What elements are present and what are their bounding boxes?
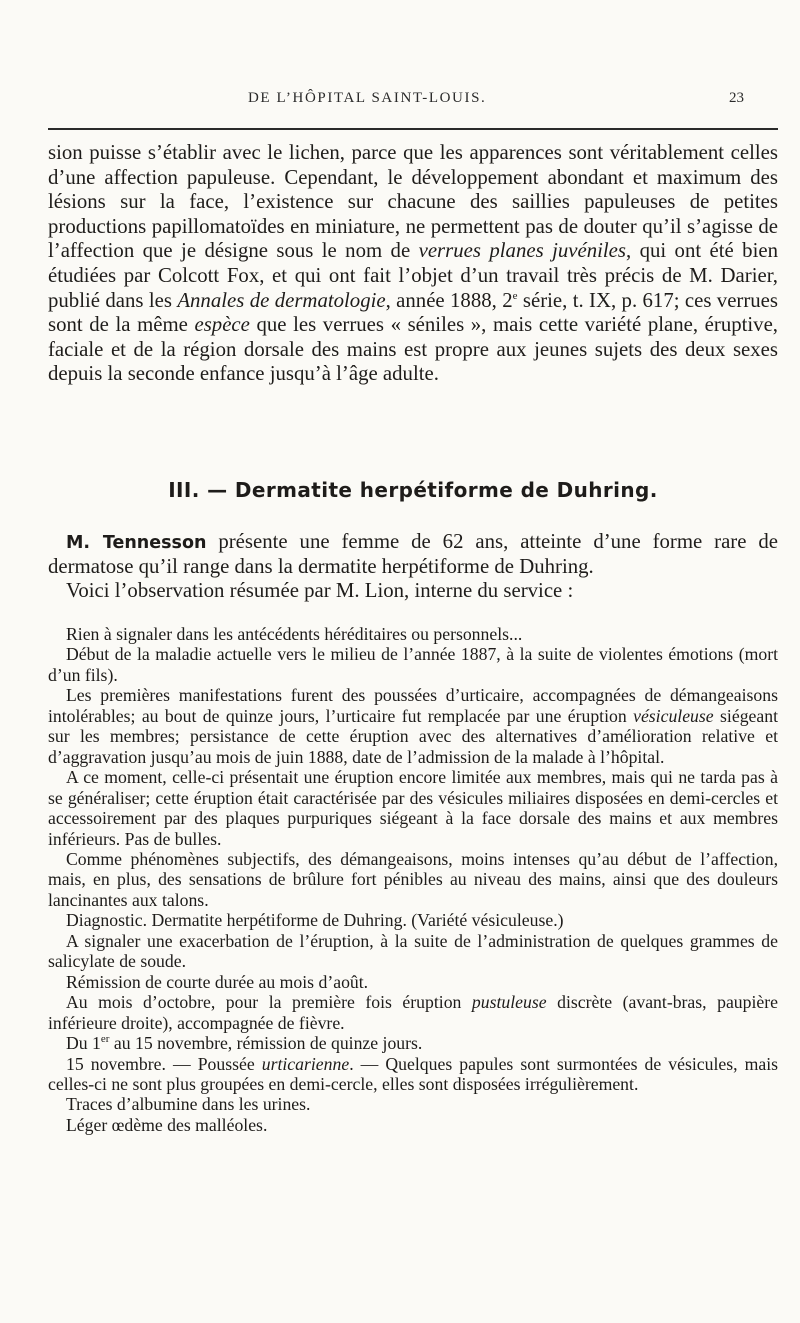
text-run: . — Quelques papules sont surmontées de vésicules, mais celles-ci ne sont plus groupées en demi-cercle, elles sont disposées irrégulièrement.: [48, 1053, 778, 1094]
intro-paragraph: Voici l’observation résumée par M. Lion, interne du service :: [66, 579, 574, 603]
observation-paragraph: Diagnostic. Dermatite herpétiforme de Duhring. (Variété vésiculeuse.): [66, 910, 564, 931]
running-title: DE L’HÔPITAL SAINT-LOUIS.: [248, 90, 487, 106]
text-run: Les premières manifestations furent des poussées d’urticaire, accompagnées de démangeaisons intolérables; au bout de quinze jours, l’urticaire fut remplacée par une éruption: [48, 685, 778, 726]
text-run: au 15 novembre, rémission de quinze jours.: [109, 1033, 423, 1054]
case-introduction: [48, 530, 778, 604]
observation-paragraph: Léger œdème des malléoles.: [66, 1114, 268, 1135]
text-run: discrète (avant-bras, paupière inférieure droite), accompagnée de fièvre.: [48, 992, 779, 1033]
text-run: Du 1: [66, 1033, 101, 1054]
observation-paragraph: [48, 992, 778, 1033]
observation-paragraph: [48, 1033, 778, 1053]
text-run: présente une femme de 62 ans, atteinte d’une forme rare de dermatose qu’il range dans la dermatite herpétiforme de Duhring.: [48, 530, 778, 579]
observation-paragraph: [48, 1054, 778, 1095]
paragraph-continuation: [48, 141, 778, 387]
text-run: que les verrues « séniles », mais cette variété plane, éruptive, faciale et de la région dorsale des mains est propre aux jeunes sujets des deux sexes depuis la seconde enfance jusqu’à l’âge adulte.: [48, 313, 778, 386]
text-run: 15 novembre. — Poussée: [66, 1053, 262, 1074]
text-run: série, t. IX, p. 617; ces verrues sont de la même: [48, 288, 778, 337]
intro-paragraph: [48, 530, 778, 579]
presenter-name: M. Tennesson: [66, 533, 207, 553]
text-run: , qui ont été bien étudiées par Colcott Fox, et qui ont fait l’objet d’un travail très précis de M. Darier, publié dans les: [48, 239, 778, 312]
italic-term: vésiculeuse: [633, 705, 714, 726]
observation-paragraph: A ce moment, celle-ci présentait une éruption encore limitée aux membres, mais qui ne tarda pas à se généraliser; cette éruption était caractérisée par des vésicules miliaires disposées en demi-cercles et accessoirement par des plaques purpuriques siégeant à la face dorsale des mains et aux membres inférieurs. Pas de bulles.: [48, 767, 778, 849]
observation-summary: [48, 624, 778, 1135]
italic-term: espèce: [194, 313, 250, 337]
observation-paragraph: [48, 685, 778, 767]
observation-paragraph: Comme phénomènes subjectifs, des démangeaisons, moins intenses qu’au début de l’affection, mais, en plus, des sensations de brûlure fort pénibles au niveau des mains, ainsi que des douleurs lancinantes aux talons.: [48, 848, 778, 910]
body-paragraph: [48, 141, 778, 387]
italic-term: pustuleuse: [471, 992, 547, 1013]
journal-title: Annales de dermatologie: [177, 288, 386, 312]
observation-paragraph: Rémission de courte durée au mois d’août.: [66, 971, 369, 992]
superscript: e: [512, 289, 518, 302]
italic-term: urticarienne: [261, 1053, 350, 1074]
observation-paragraph: Traces d’albumine dans les urines.: [66, 1094, 311, 1115]
text-run: , année 1888, 2: [385, 288, 513, 312]
observation-paragraph: Début de la maladie actuelle vers le milieu de l’année 1887, à la suite de violentes émotions (mort d’un fils).: [48, 644, 778, 685]
text-run: Au mois d’octobre, pour la première fois éruption: [66, 992, 472, 1013]
text-run: sion puisse s’établir avec le lichen, parce que les apparences sont véritablement celles d’une affection papuleuse. Cependant, le développement abondant et maximum des lésions sur la face, l’existence sur chacune des saillies papuleuses de petites productions papillomatoïdes en miniature, ne permettent pas de douter qu’il s’agisse de l’affection que je désigne sous le nom de: [48, 141, 778, 263]
italic-term: verrues planes juvéniles: [418, 239, 626, 263]
text-run: siégeant sur les membres; persistance de cette éruption avec des alternatives d’amélioration relative et d’aggravation jusqu’au mois de juin 1888, date de l’admission de la malade à l’hôpital.: [48, 705, 778, 767]
observation-paragraph: A signaler une exacerbation de l’éruption, à la suite de l’administration de quelques grammes de salicylate de soude.: [48, 930, 778, 972]
section-heading: III. — Dermatite herpétiforme de Duhring.: [168, 478, 658, 502]
header-rule: [48, 128, 778, 130]
superscript: er: [100, 1033, 110, 1046]
observation-paragraph: Rien à signaler dans les antécédents héréditaires ou personnels...: [66, 624, 523, 644]
page-number: 23: [729, 90, 744, 106]
